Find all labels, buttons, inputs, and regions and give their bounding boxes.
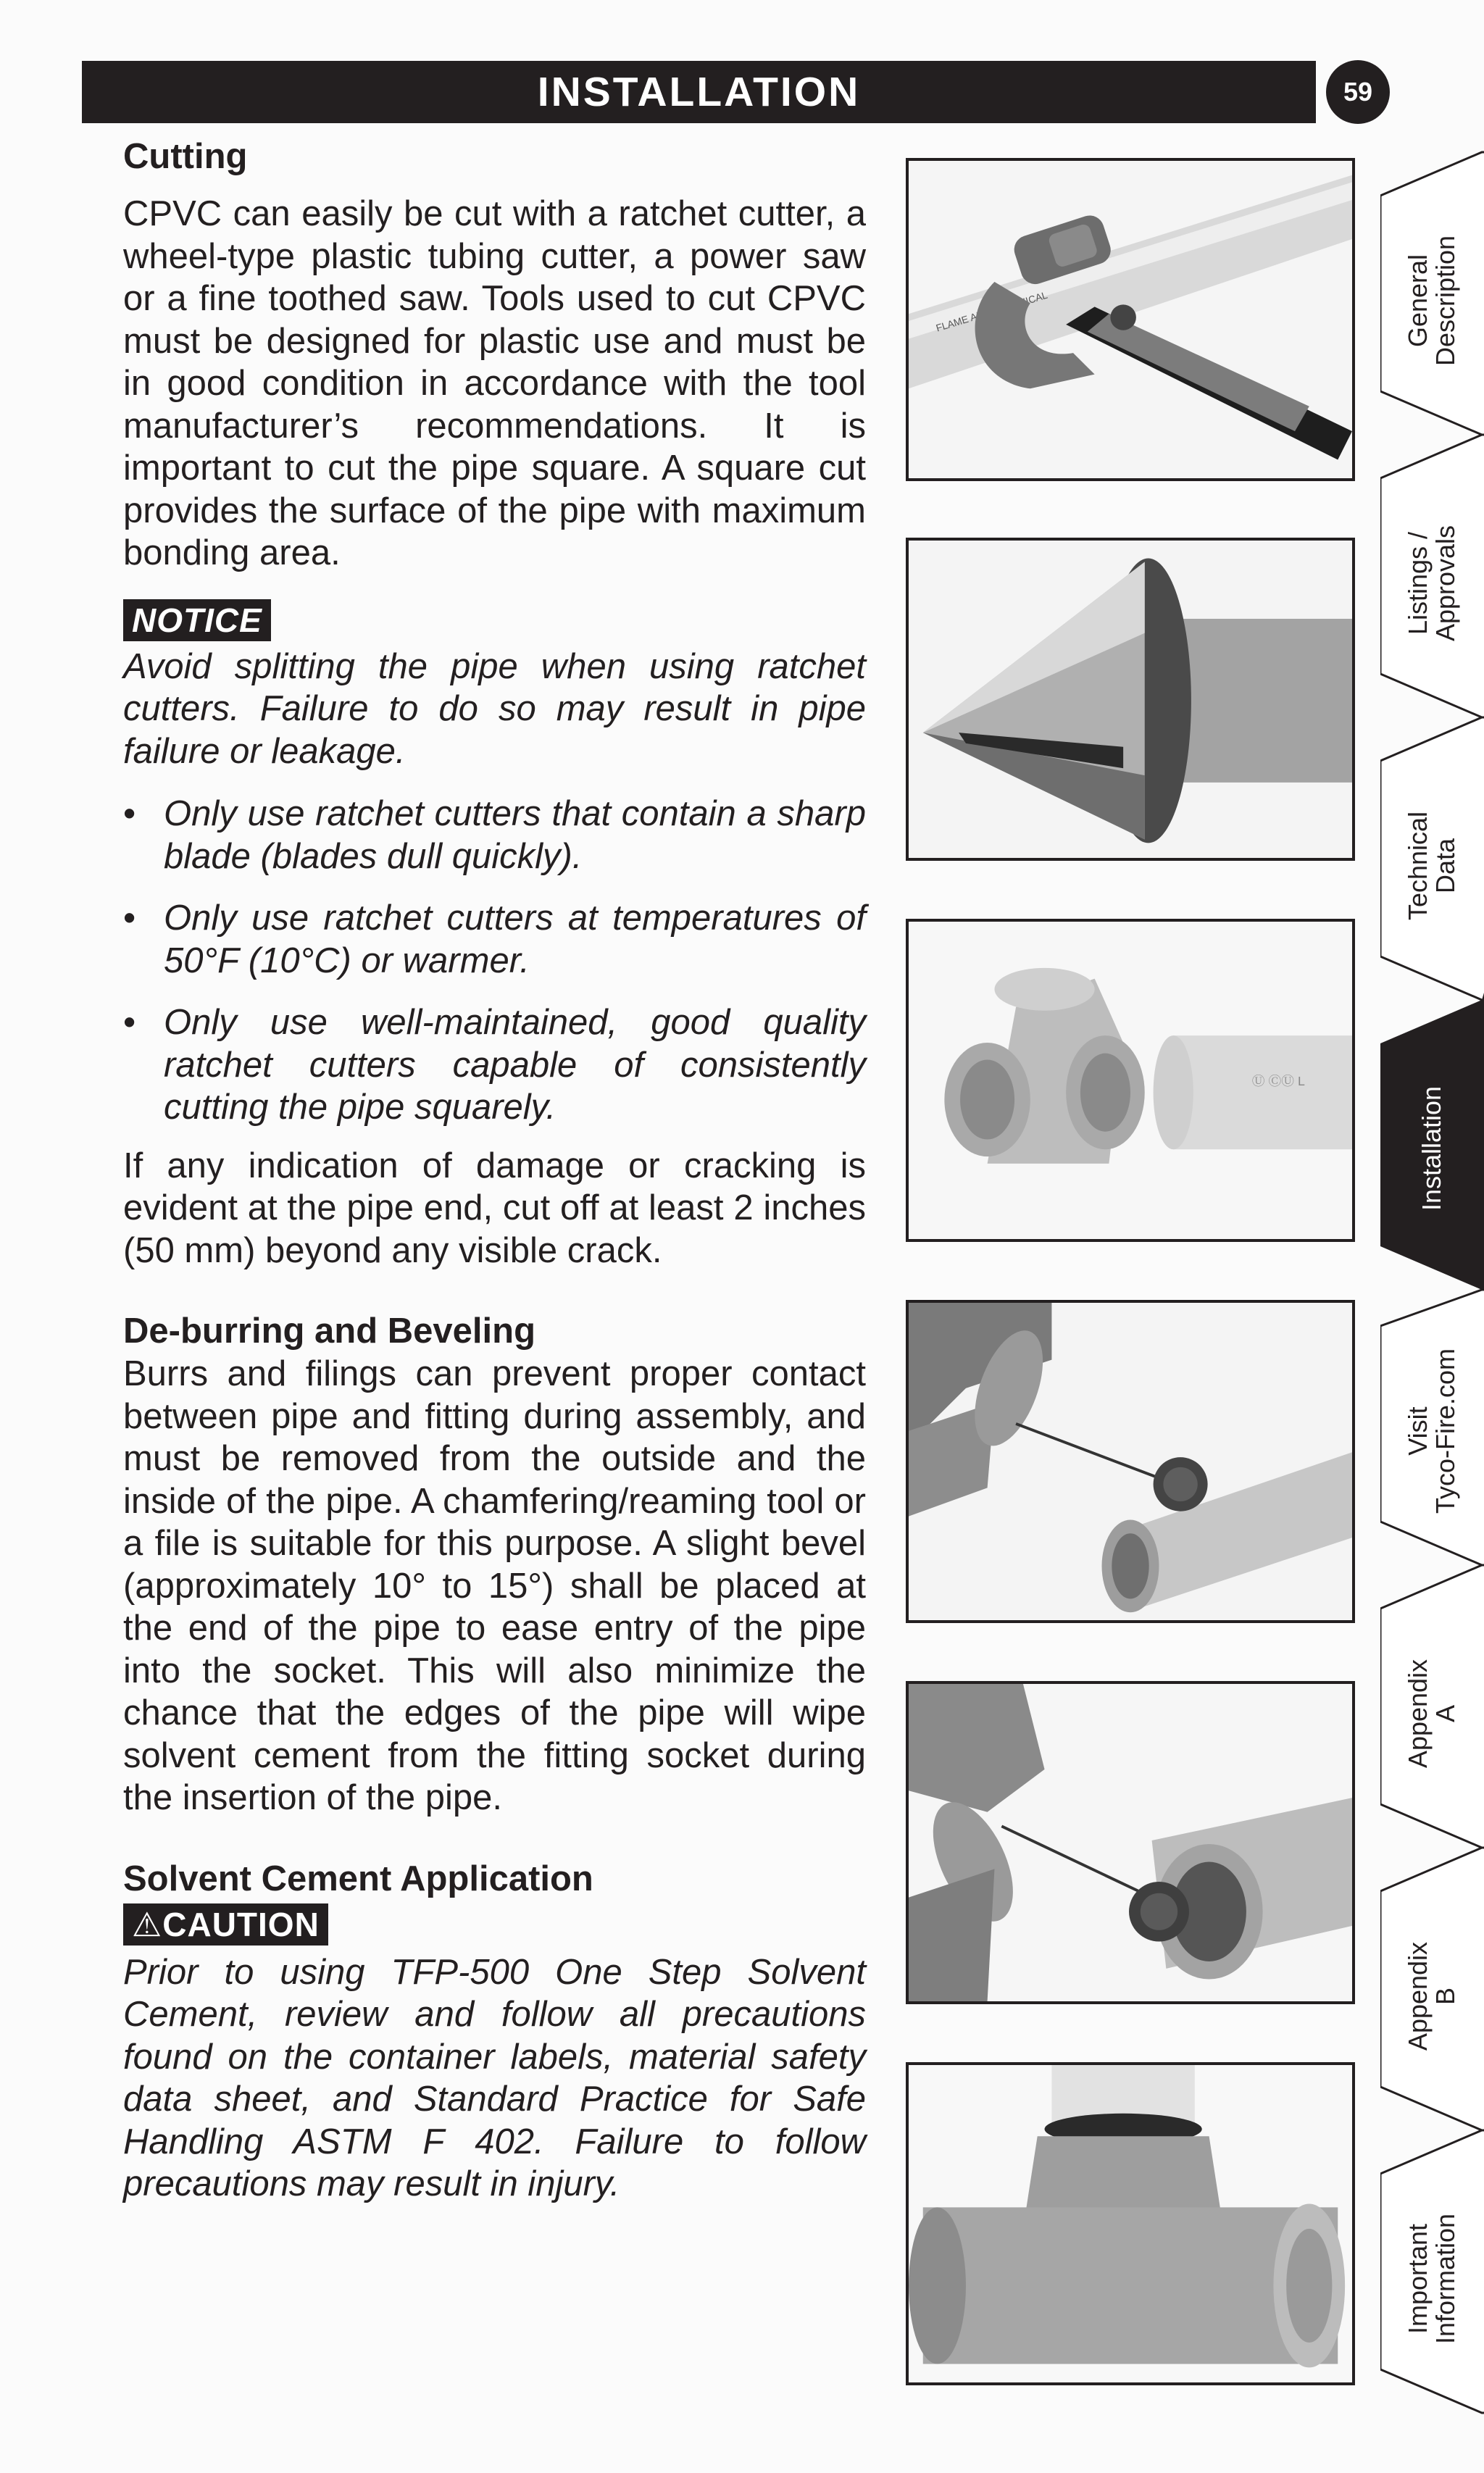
tab-technical-data[interactable]: Technical Data <box>1380 710 1484 1022</box>
caution-label: ⚠CAUTION <box>123 1903 328 1946</box>
applicator-pipe-photo <box>906 1300 1355 1623</box>
page-number: 59 <box>1326 60 1390 124</box>
applicator-fitting-photo <box>906 1681 1355 2004</box>
ratchet-cutter-photo <box>906 158 1355 481</box>
pipe-print-text: FLAME <box>934 313 970 334</box>
section-header-bar <box>82 61 1316 123</box>
deburring-heading: De-burring and Beveling <box>123 1311 536 1351</box>
tab-appendix-b[interactable]: Appendix B <box>1380 1840 1484 2152</box>
list-item: • Only use ratchet cutters at temperatures of 50°F (10°C) or warmer. <box>123 898 866 980</box>
tab-installation[interactable]: Installation <box>1380 993 1484 1304</box>
notice-label: NOTICE <box>123 599 271 641</box>
section-title: INSTALLATION <box>537 69 861 115</box>
damage-text: If any indication of damage or cracking is evident at the pipe end, cut off at least 2 inches (50 mm) beyond any visible crack. <box>123 1146 866 1270</box>
caution-text: Prior to using TFP-500 One Step Solvent Cement, review and follow all precautions found on the container labels, material safety data sheet, and Standard Practice for Safe Handling ASTM F 402. Failure to follow precautions may result in injury. <box>123 1952 866 2203</box>
tab-appendix-a[interactable]: Appendix A <box>1380 1558 1484 1869</box>
warning-icon: ⚠ <box>132 1905 163 1943</box>
solvent-heading: Solvent Cement Application <box>123 1859 593 1898</box>
cutting-body: CPVC can easily be cut with a ratchet cutter, a wheel-type plastic tubing cutter, a power saw or a fine toothed saw. Tools used to cut CPVC must be designed for plastic use and must be in good condition in accordance with the tool manufacturer’s recommendations. It is important to cut the pipe square. A square cut provides the surface of the pipe with maximum bonding area. <box>123 194 866 572</box>
pipe-and-tee-photo <box>906 919 1355 1242</box>
assembled-tee-photo <box>906 2062 1355 2385</box>
main-text-column <box>123 135 866 2206</box>
notice-bullet-list <box>123 793 866 1129</box>
section-tabs <box>1380 145 1484 2413</box>
list-item: • Only use ratchet cutters that contain a sharp blade (blades dull quickly). <box>123 794 866 876</box>
tab-important-information[interactable]: Important Information <box>1380 2123 1484 2435</box>
tab-general-description[interactable]: General Description <box>1380 145 1484 456</box>
list-item: • Only use well-maintained, good quality ratchet cutters capable of consistently cutting the pipe squarely. <box>123 1003 866 1127</box>
pipe-print-text: Ⓤ ⒸⓊ L <box>1251 1073 1305 1088</box>
deburring-body: Burrs and filings can prevent proper contact between pipe and fitting during assembly, and must be removed from the outside and the inside of the pipe. A chamfering/reaming tool or a file is suitable for this purpose. A slight bevel (approximately 10° to 15°) shall be placed at the end of the pipe to ease entry of the pipe into the socket. This will also minimize the chance that the edges of the pipe will wipe solvent cement from the fitting socket during the insertion of the pipe. <box>123 1354 866 1817</box>
tab-visit-tyco-fire[interactable]: Visit Tyco-Fire.com <box>1380 1275 1484 1587</box>
tab-listings-approvals[interactable]: Listings / Approvals <box>1380 428 1484 739</box>
cutting-heading: Cutting <box>123 137 248 176</box>
chamfering-tool-photo <box>906 538 1355 861</box>
notice-text: Avoid splitting the pipe when using ratchet cutters. Failure to do so may result in pipe failure or leakage. <box>123 646 866 771</box>
